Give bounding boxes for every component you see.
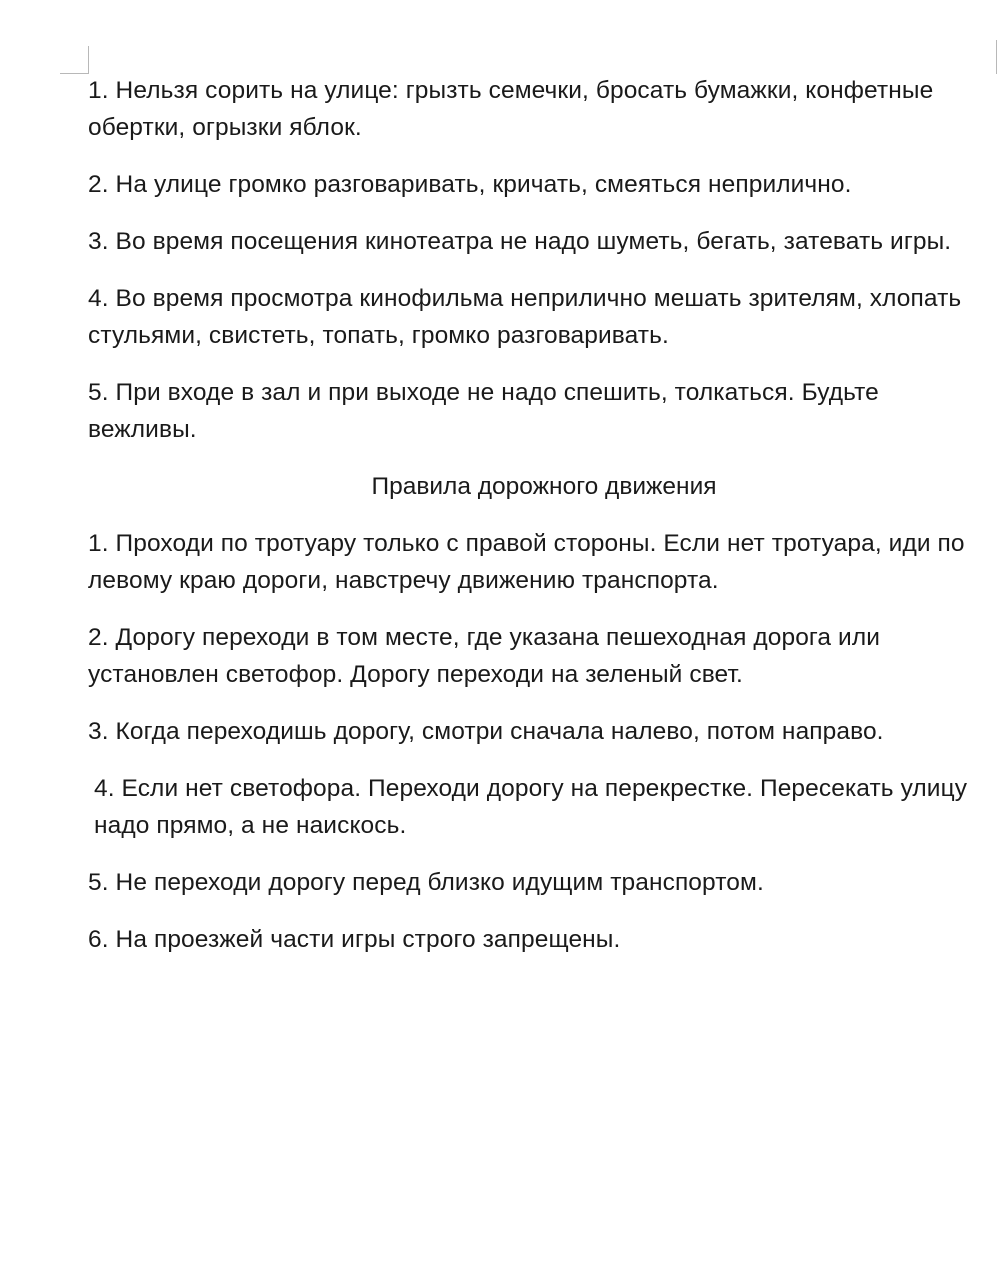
paragraph-traffic-rule-6: 6. На проезжей части игры строго запрещены. (88, 926, 621, 953)
paragraph-rule-3: 3. Во время посещения кинотеатра не надо шуметь, бегать, затевать игры. (88, 228, 952, 255)
paragraph-traffic-rule-5: 5. Не переходи дорогу перед близко идущим транспортом. (88, 869, 764, 896)
page-edge-mark (996, 40, 997, 74)
paragraph-rule-5: 5. При входе в зал и при выходе не надо спешить, толкаться. Будьте вежливы. (88, 379, 879, 443)
paragraph-traffic-rule-2: 2. Дорогу переходи в том месте, где указана пешеходная дорога или установлен светофор. Дорогу переходи на зеленый свет. (88, 624, 881, 688)
document-body[interactable] (88, 72, 988, 978)
margin-corner-mark-vertical (88, 46, 89, 74)
section-heading: Правила дорожного движения (371, 473, 717, 500)
paragraph-traffic-rule-3: 3. Когда переходишь дорогу, смотри сначала налево, потом направо. (88, 718, 884, 745)
paragraph-rule-2: 2. На улице громко разговаривать, кричать, смеяться неприлично. (88, 171, 852, 198)
paragraph-traffic-rule-4: 4. Если нет светофора. Переходи дорогу на перекрестке. Пересекать улицу надо прямо, а не наискось. (94, 775, 968, 839)
margin-corner-mark (60, 73, 88, 74)
paragraph-rule-1: 1. Нельзя сорить на улице: грызть семечки, бросать бумажки, конфетные обертки, огрызки яблок. (88, 77, 934, 141)
paragraph-rule-4: 4. Во время просмотра кинофильма неприлично мешать зрителям, хлопать стульями, свистеть, топать, громко разговаривать. (88, 285, 962, 349)
paragraph-traffic-rule-1: 1. Проходи по тротуару только с правой стороны. Если нет тротуара, иди по левому краю дороги, навстречу движению транспорта. (88, 530, 965, 594)
